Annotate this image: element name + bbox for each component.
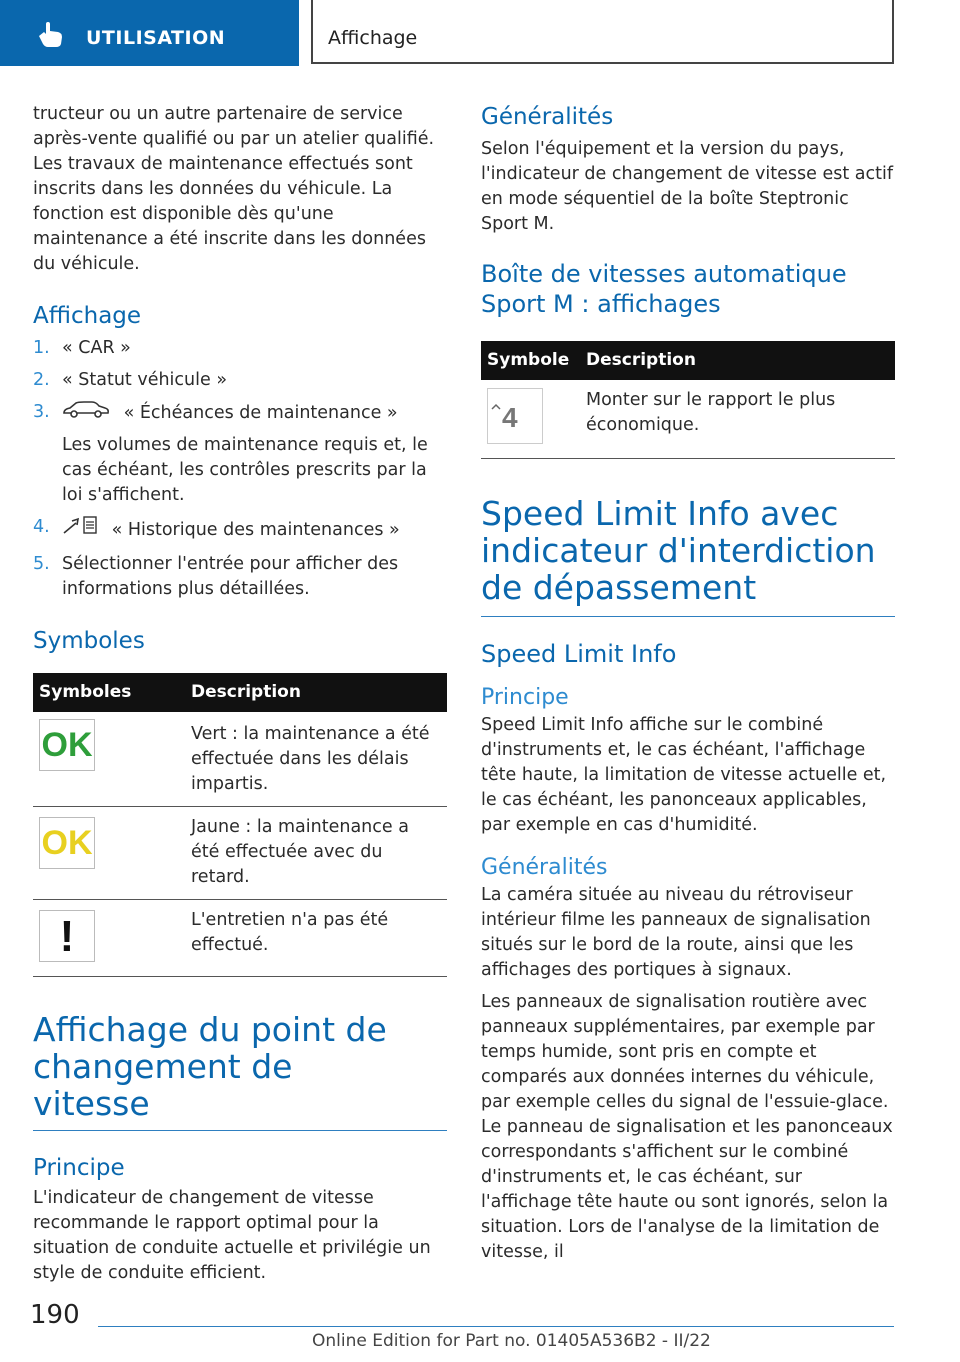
left-column — [33, 102, 447, 1286]
step-number: 5. — [33, 554, 50, 574]
generalites-heading: Généralités — [481, 104, 614, 130]
steps-list — [33, 336, 447, 602]
sli-generalites-paragraph: La caméra située au niveau du rétroviseur intérieur filme les panneaux de signalisation situés sur le bord de la route, ainsi que les affichages des portiques à signaux. — [481, 885, 871, 980]
section-label: Affichage — [328, 27, 418, 49]
table-row — [33, 807, 447, 900]
list-item — [33, 336, 447, 361]
step-text: « Historique des maintenances » — [111, 520, 400, 540]
step-number: 2. — [33, 370, 50, 390]
step-number: 1. — [33, 338, 50, 358]
sli-heading: Speed Limit Info — [481, 640, 677, 668]
svg-text:4: 4 — [502, 402, 518, 433]
page-header — [0, 0, 960, 66]
step-number: 4. — [33, 517, 50, 537]
list-item — [33, 515, 447, 545]
chapter-label: UTILISATION — [86, 27, 226, 49]
section-tab — [311, 0, 894, 64]
sli-generalites-heading: Généralités — [481, 855, 608, 880]
list-item — [33, 552, 447, 602]
speed-limit-title: Speed Limit Info avec indicateur d'interdiction de dépassement — [481, 494, 876, 607]
table-cell: Vert : la maintenance a été effectuée dans les délais impartis. — [185, 712, 447, 807]
step-text: « Échéances de maintenance » — [123, 403, 398, 423]
step-extra-text: Les volumes de maintenance requis et, le cas échéant, les contrôles prescrits par la loi s'affichent. — [62, 435, 428, 505]
table-row — [33, 900, 447, 977]
section-divider — [481, 616, 895, 617]
table-cell: L'entretien n'a pas été effectué. — [185, 900, 447, 977]
step-number: 3. — [33, 402, 50, 422]
table-cell: Monter sur le rapport le plus économique. — [580, 380, 895, 459]
footer-divider — [98, 1326, 894, 1327]
table-header: Symbole — [481, 341, 580, 380]
sli-generalites-paragraph-2: Les panneaux de signalisation routière avec panneaux supplémentaires, par exemple par temps humide, sont pris en compte et comparés aux données internes du véhicule, par exemple celles du signal de l'essuie-glace. Le panneau de signalisation et les panonceaux correspondants s'affichent sur le combiné d'instruments et, le cas échéant, sur l'affichage tête haute ou sont ignorés, selon la situation. Lors de l'analyse de la limitation de vitesse, il — [481, 992, 893, 1262]
generalites-paragraph: Selon l'équipement et la version du pays, l'indicateur de changement de vitesse est actif en mode séquentiel de la boîte Steptronic Sport M. — [481, 139, 893, 234]
step-text: Sélectionner l'entrée pour afficher des informations plus détaillées. — [62, 554, 399, 599]
sli-principe-heading: Principe — [481, 685, 569, 710]
gear-table — [481, 341, 895, 459]
chapter-tab — [0, 0, 299, 66]
boite-heading: Boîte de vitesses automatique Sport M : affichages — [481, 260, 847, 318]
step-text: « CAR » — [62, 338, 131, 358]
page-number: 190 — [30, 1300, 80, 1330]
affichage-heading: Affichage — [33, 303, 142, 329]
section-divider — [33, 1130, 447, 1131]
step-text: « Statut véhicule » — [62, 370, 228, 390]
table-header: Description — [185, 673, 447, 712]
symboles-heading: Symboles — [33, 628, 145, 654]
table-row — [33, 712, 447, 807]
table-cell: Jaune : la maintenance a été effectuée avec du retard. — [185, 807, 447, 900]
car-icon — [62, 400, 110, 426]
exclamation-icon: ! — [39, 910, 95, 962]
list-item — [33, 368, 447, 393]
gear-up-4-icon — [487, 388, 543, 444]
hand-pointer-icon — [36, 22, 66, 52]
footer-edition: Online Edition for Part no. 01405A536B2 - II/22 — [312, 1331, 711, 1351]
principe-paragraph: L'indicateur de changement de vitesse recommande le rapport optimal pour la situation de conduite actuelle et privilégie un style de conduite efficient. — [33, 1188, 431, 1283]
sli-principe-paragraph: Speed Limit Info affiche sur le combiné d'instruments et, le cas échéant, l'affichage tête haute, la limitation de vitesse actuelle et, le cas échéant, les panonceaux applicables, par exemple en cas d'humidité. — [481, 715, 887, 835]
symbols-table — [33, 673, 447, 977]
principe-heading: Principe — [33, 1155, 125, 1181]
list-item — [33, 400, 447, 508]
right-column — [481, 102, 895, 1265]
ok-yellow-icon: OK — [39, 817, 95, 869]
shift-point-title: Affichage du point de changement de vitesse — [33, 1010, 387, 1123]
ok-green-icon: OK — [39, 719, 95, 771]
service-history-icon — [62, 515, 98, 545]
table-header: Symboles — [33, 673, 185, 712]
table-row — [481, 380, 895, 459]
table-header: Description — [580, 341, 895, 380]
intro-paragraph: tructeur ou un autre partenaire de service après-vente qualifié ou par un atelier qualifié. Les travaux de maintenance effectués sont inscrits dans les données du véhicule. La fonction est disponible dès qu'une maintenance a été inscrite dans les données du véhicule. — [33, 104, 435, 274]
